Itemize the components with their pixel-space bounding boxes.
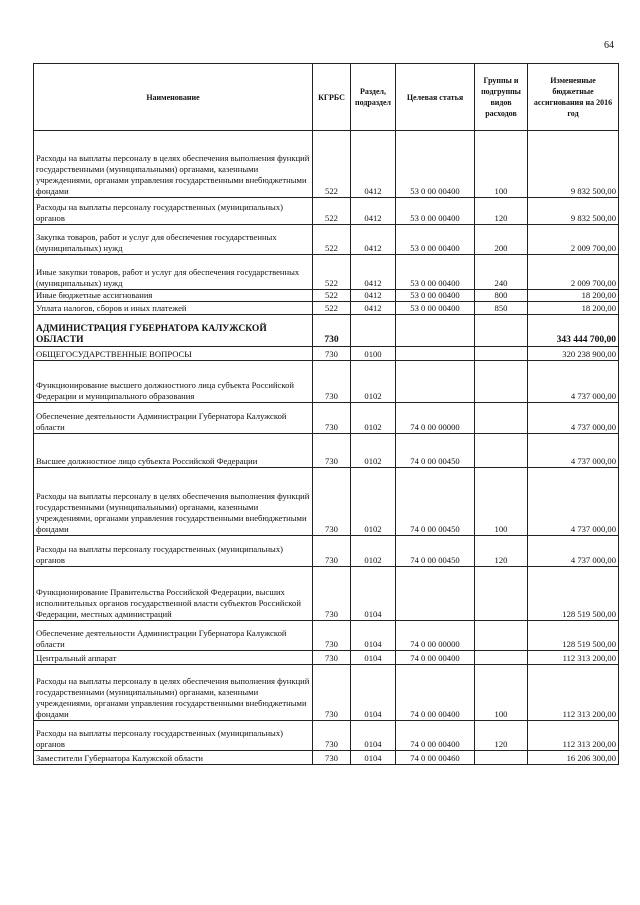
table-row <box>34 468 619 536</box>
cell-name: Расходы на выплаты персоналу государственных (муниципальных) органов <box>34 721 313 751</box>
cell-sum: 320 238 900,00 <box>528 347 619 361</box>
cell-kgrbs: 730 <box>313 721 351 751</box>
cell-cs: 74 0 00 00400 <box>396 651 475 665</box>
cell-name: Расходы на выплаты персоналу в целях обеспечения выполнения функций государственными (муниципальными) органами, казенными учреждениями, органами управления государственными внебюджетными фондами <box>34 665 313 721</box>
cell-vr <box>475 347 528 361</box>
cell-razdel: 0102 <box>351 434 396 468</box>
cell-cs: 74 0 00 00450 <box>396 434 475 468</box>
cell-name: Иные закупки товаров, работ и услуг для обеспечения государственных (муниципальных) нужд <box>34 255 313 290</box>
table-row <box>34 621 619 651</box>
cell-razdel: 0412 <box>351 198 396 225</box>
cell-name: Расходы на выплаты персоналу государственных (муниципальных) органов <box>34 536 313 567</box>
table-row <box>34 225 619 255</box>
cell-kgrbs: 522 <box>313 225 351 255</box>
cell-cs: 53 0 00 00400 <box>396 198 475 225</box>
cell-vr: 100 <box>475 468 528 536</box>
cell-sum: 9 832 500,00 <box>528 131 619 198</box>
table-row <box>34 302 619 315</box>
table-row <box>34 361 619 403</box>
table-row <box>34 567 619 621</box>
header-name: Наименование <box>34 64 313 131</box>
table-header <box>34 64 619 131</box>
cell-name: Закупка товаров, работ и услуг для обеспечения государственных (муниципальных) нужд <box>34 225 313 255</box>
cell-razdel: 0104 <box>351 651 396 665</box>
cell-razdel: 0104 <box>351 621 396 651</box>
cell-sum: 112 313 200,00 <box>528 651 619 665</box>
cell-cs: 74 0 00 00400 <box>396 721 475 751</box>
cell-kgrbs: 522 <box>313 290 351 302</box>
header-target: Целевая статья <box>396 64 475 131</box>
cell-cs: 74 0 00 00000 <box>396 621 475 651</box>
header-group: Группы и подгруппы видов расходов <box>475 64 528 131</box>
cell-sum: 4 737 000,00 <box>528 361 619 403</box>
cell-name: Уплата налогов, сборов и иных платежей <box>34 302 313 315</box>
cell-kgrbs: 522 <box>313 255 351 290</box>
cell-razdel: 0102 <box>351 536 396 567</box>
cell-vr <box>475 315 528 347</box>
cell-name: Функционирование высшего должностного лица субъекта Российской Федерации и муниципального образования <box>34 361 313 403</box>
cell-vr <box>475 751 528 765</box>
cell-kgrbs: 730 <box>313 567 351 621</box>
table-row <box>34 315 619 347</box>
cell-name: ОБЩЕГОСУДАРСТВЕННЫЕ ВОПРОСЫ <box>34 347 313 361</box>
table-row <box>34 665 619 721</box>
cell-sum: 4 737 000,00 <box>528 434 619 468</box>
table-row <box>34 347 619 361</box>
cell-kgrbs: 522 <box>313 198 351 225</box>
cell-razdel: 0102 <box>351 403 396 434</box>
cell-kgrbs: 730 <box>313 361 351 403</box>
cell-cs <box>396 347 475 361</box>
header-kgrbs: КГРБС <box>313 64 351 131</box>
cell-vr: 800 <box>475 290 528 302</box>
cell-vr: 120 <box>475 536 528 567</box>
cell-name: Иные бюджетные ассигнования <box>34 290 313 302</box>
cell-name: Заместители Губернатора Калужской области <box>34 751 313 765</box>
cell-sum: 112 313 200,00 <box>528 665 619 721</box>
cell-cs: 53 0 00 00400 <box>396 225 475 255</box>
cell-cs: 53 0 00 00400 <box>396 131 475 198</box>
cell-vr <box>475 434 528 468</box>
cell-vr: 120 <box>475 721 528 751</box>
cell-kgrbs: 522 <box>313 302 351 315</box>
cell-vr: 200 <box>475 225 528 255</box>
table-row <box>34 434 619 468</box>
cell-name: Функционирование Правительства Российской Федерации, высших исполнительных органов государственной власти субъектов Российской Федерации, местных администраций <box>34 567 313 621</box>
cell-vr: 240 <box>475 255 528 290</box>
table-row <box>34 751 619 765</box>
table-row <box>34 536 619 567</box>
cell-sum: 2 009 700,00 <box>528 225 619 255</box>
cell-sum: 16 206 300,00 <box>528 751 619 765</box>
cell-sum: 128 519 500,00 <box>528 621 619 651</box>
cell-sum: 112 313 200,00 <box>528 721 619 751</box>
table-row <box>34 721 619 751</box>
cell-kgrbs: 730 <box>313 751 351 765</box>
cell-sum: 18 200,00 <box>528 302 619 315</box>
cell-name: Высшее должностное лицо субъекта Российской Федерации <box>34 434 313 468</box>
cell-razdel: 0104 <box>351 567 396 621</box>
page-number: 64 <box>604 40 614 51</box>
cell-name: Расходы на выплаты персоналу государственных (муниципальных) органов <box>34 198 313 225</box>
cell-razdel: 0102 <box>351 468 396 536</box>
cell-sum: 9 832 500,00 <box>528 198 619 225</box>
cell-cs: 74 0 00 00460 <box>396 751 475 765</box>
table-row <box>34 651 619 665</box>
cell-vr <box>475 403 528 434</box>
cell-kgrbs: 730 <box>313 468 351 536</box>
cell-cs: 53 0 00 00400 <box>396 255 475 290</box>
cell-kgrbs: 730 <box>313 651 351 665</box>
cell-razdel: 0102 <box>351 361 396 403</box>
cell-cs <box>396 567 475 621</box>
cell-kgrbs: 730 <box>313 315 351 347</box>
cell-cs: 53 0 00 00400 <box>396 302 475 315</box>
table-row <box>34 131 619 198</box>
cell-cs: 53 0 00 00400 <box>396 290 475 302</box>
cell-name: АДМИНИСТРАЦИЯ ГУБЕРНАТОРА КАЛУЖСКОЙ ОБЛАСТИ <box>34 315 313 347</box>
cell-vr: 100 <box>475 131 528 198</box>
cell-vr: 100 <box>475 665 528 721</box>
header-sum: Измененные бюджетные ассигнования на 2016 год <box>528 64 619 131</box>
table-row <box>34 255 619 290</box>
table-row <box>34 290 619 302</box>
cell-name: Обеспечение деятельности Администрации Губернатора Калужской области <box>34 621 313 651</box>
header-razdel: Раздел, подраздел <box>351 64 396 131</box>
cell-kgrbs: 730 <box>313 403 351 434</box>
cell-razdel: 0412 <box>351 225 396 255</box>
cell-sum: 18 200,00 <box>528 290 619 302</box>
cell-sum: 128 519 500,00 <box>528 567 619 621</box>
cell-razdel: 0412 <box>351 290 396 302</box>
cell-cs <box>396 361 475 403</box>
cell-vr: 850 <box>475 302 528 315</box>
cell-sum: 2 009 700,00 <box>528 255 619 290</box>
cell-name: Расходы на выплаты персоналу в целях обеспечения выполнения функций государственными (муниципальными) органами, казенными учреждениями, органами управления государственными внебюджетными фондами <box>34 131 313 198</box>
cell-sum: 4 737 000,00 <box>528 536 619 567</box>
cell-cs <box>396 315 475 347</box>
table-row <box>34 403 619 434</box>
cell-cs: 74 0 00 00450 <box>396 536 475 567</box>
cell-sum: 4 737 000,00 <box>528 403 619 434</box>
cell-razdel: 0412 <box>351 302 396 315</box>
cell-kgrbs: 522 <box>313 131 351 198</box>
table-row <box>34 198 619 225</box>
cell-kgrbs: 730 <box>313 621 351 651</box>
cell-name: Обеспечение деятельности Администрации Губернатора Калужской области <box>34 403 313 434</box>
cell-cs: 74 0 00 00450 <box>396 468 475 536</box>
cell-vr <box>475 621 528 651</box>
cell-cs: 74 0 00 00000 <box>396 403 475 434</box>
cell-razdel: 0104 <box>351 751 396 765</box>
cell-name: Центральный аппарат <box>34 651 313 665</box>
cell-razdel: 0100 <box>351 347 396 361</box>
cell-razdel <box>351 315 396 347</box>
cell-vr <box>475 361 528 403</box>
cell-razdel: 0104 <box>351 721 396 751</box>
cell-kgrbs: 730 <box>313 536 351 567</box>
cell-vr <box>475 651 528 665</box>
cell-razdel: 0412 <box>351 131 396 198</box>
cell-razdel: 0104 <box>351 665 396 721</box>
cell-sum: 343 444 700,00 <box>528 315 619 347</box>
cell-sum: 4 737 000,00 <box>528 468 619 536</box>
cell-kgrbs: 730 <box>313 434 351 468</box>
cell-kgrbs: 730 <box>313 347 351 361</box>
cell-name: Расходы на выплаты персоналу в целях обеспечения выполнения функций государственными (муниципальными) органами, казенными учреждениями, органами управления государственными внебюджетными фондами <box>34 468 313 536</box>
budget-table <box>33 63 619 765</box>
cell-kgrbs: 730 <box>313 665 351 721</box>
cell-vr <box>475 567 528 621</box>
cell-cs: 74 0 00 00400 <box>396 665 475 721</box>
cell-razdel: 0412 <box>351 255 396 290</box>
cell-vr: 120 <box>475 198 528 225</box>
